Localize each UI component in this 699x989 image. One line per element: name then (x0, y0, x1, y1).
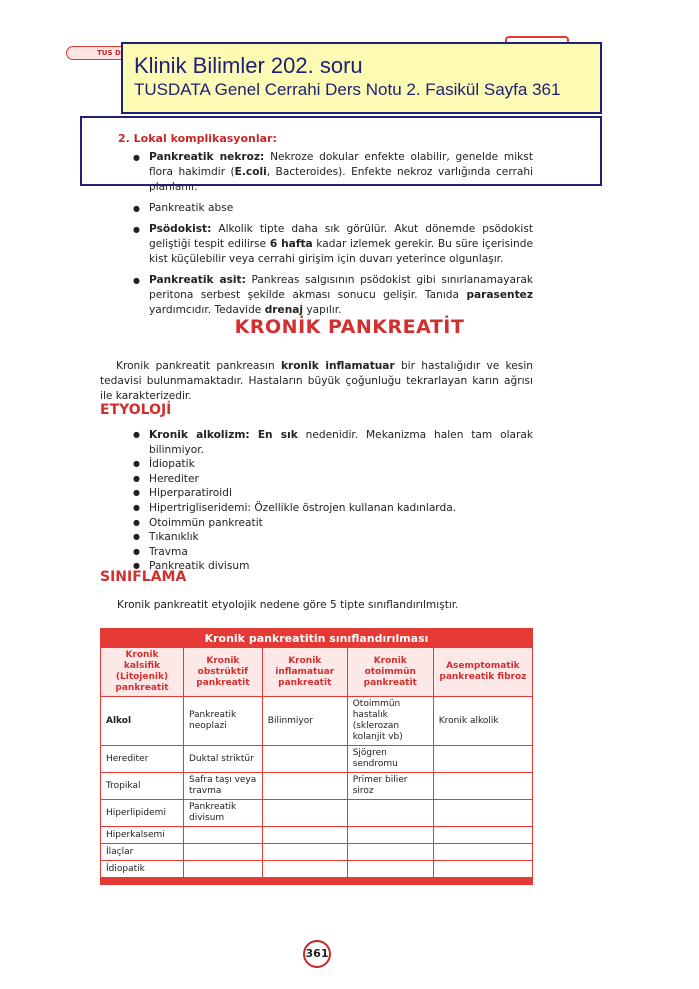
intro-emphasis: kronik inflamatuar (280, 360, 395, 372)
item-text: , Bacteroides). Enfekte nekroz varlığında cerrahi planlanır. (149, 166, 533, 193)
table-cell (262, 827, 347, 844)
table-cell (262, 861, 347, 878)
table-cell (184, 861, 263, 878)
list-item (103, 201, 533, 216)
item-term: Kronik alkolizm: En sık (149, 429, 298, 441)
table-header: Asemptomatik pankreatik fibroz (433, 648, 532, 697)
table-cell: Pankreatik divisum (184, 800, 263, 827)
list-item: ● Pankreatik divisum (103, 559, 533, 574)
table-cell: Primer bilier siroz (347, 773, 433, 800)
question-reference-overlay (121, 42, 602, 114)
item-text: Nekroze dokular enfekte olabilir, genelde mikst flora hakimdir ( (149, 151, 533, 178)
list-item: ● İdiopatik (103, 457, 533, 472)
table-cell (433, 861, 532, 878)
list-item: ● Herediter (103, 472, 533, 487)
table-cell (347, 861, 433, 878)
table-cell (433, 827, 532, 844)
section-title: KRONİK PANKREATİT (234, 316, 465, 338)
item-text: kadar izlemek gerekir. Bu süre içerisinde kist küçülebilir veya cerrahi girişim için duvarı yeterince olgunlaşır. (149, 238, 533, 265)
table-row (101, 861, 533, 878)
list-item (103, 273, 533, 318)
table-cell (347, 827, 433, 844)
table-row (101, 827, 533, 844)
table-cell (262, 746, 347, 773)
table-cell (262, 800, 347, 827)
table-cell (433, 800, 532, 827)
overlay-line-1: Klinik Bilimler 202. soru (134, 53, 363, 78)
list-item: ● Tıkanıklık (103, 530, 533, 545)
table-cell: Tropikal (101, 773, 184, 800)
table-cell: Duktal striktür (184, 746, 263, 773)
classification-heading: SINIFLAMA (100, 569, 187, 585)
table-header: Kronik obstrüktif pankreatit (184, 648, 263, 697)
overlay-line-2: TUSDATA Genel Cerrahi Ders Notu 2. Fasikül Sayfa 361 (134, 80, 561, 99)
table-cell: Safra taşı veya travma (184, 773, 263, 800)
classification-table (100, 628, 533, 885)
table-cell (433, 773, 532, 800)
table-cell (184, 844, 263, 861)
item-term: Pankreatik asit: (149, 274, 246, 286)
table-cell (347, 844, 433, 861)
table-cell (262, 844, 347, 861)
table-cell (433, 844, 532, 861)
list-item (103, 428, 533, 457)
intro-text: bir hastalığıdır ve kesin tedavisi bulunmamaktadır. Hastaların büyük çoğunluğu tekrarlayan karın ağrısı ile karakterizedir. (100, 360, 533, 402)
item-emphasis: drenaj (264, 304, 304, 316)
table-cell: İdiopatik (101, 861, 184, 878)
local-complications-heading: 2. Lokal komplikasyonlar: (118, 132, 277, 145)
list-item: ● Travma (103, 545, 533, 560)
item-emphasis: parasentez (466, 289, 533, 301)
list-item (103, 222, 533, 267)
table-cell: Herediter (101, 746, 184, 773)
table-cell: Otoimmün hastalık (sklerozan kolanjit vb) (347, 697, 433, 746)
table-cell: Hiperlipidemi (101, 800, 184, 827)
table-cell: Sjögren sendromu (347, 746, 433, 773)
list-item: ● Hipertrigliseridemi: Özellikle östrojen kullanan kadınlarda. (103, 501, 533, 516)
table-header: Kronik inflamatuar pankreatit (262, 648, 347, 697)
item-text: Pankreatik abse (149, 202, 234, 214)
item-text: nedenidir. Mekanizma halen tam olarak bilinmiyor. (149, 429, 533, 456)
item-emphasis: E.coli (234, 166, 267, 178)
table-cell: Pankreatik neoplazi (184, 697, 263, 746)
table-footer-bar (101, 878, 533, 885)
table-header: Kronik kalsifik (Litojenik) pankreatit (101, 648, 184, 697)
etiology-heading: ETYOLOJİ (100, 402, 172, 418)
book-tab-label: TUS D (66, 46, 136, 60)
table-cell: Kronik alkolik (433, 697, 532, 746)
item-term: Psödokist: (149, 223, 212, 235)
table-cell (347, 800, 433, 827)
page-number: 361 (303, 940, 331, 968)
table-title: Kronik pankreatitin sınıflandırılması (101, 629, 533, 648)
list-item: ● Hiperparatiroidi (103, 486, 533, 501)
highlight-frame (80, 116, 602, 186)
table-row (101, 773, 533, 800)
item-text: Pankreas salgısının psödokist gibi sınırlanamayarak peritona serbest şekilde akması sonucu gelişir. Tanıda (149, 274, 533, 301)
table-row (101, 844, 533, 861)
intro-paragraph (100, 359, 533, 404)
table-cell (184, 827, 263, 844)
list-item: ● Otoimmün pankreatit (103, 516, 533, 531)
table-cell (433, 746, 532, 773)
item-text: Alkolik tipte daha sık görülür. Akut dönemde psödokist geliştiği tespit edilirse (149, 223, 533, 250)
table-header: Kronik otoimmün pankreatit (347, 648, 433, 697)
table-cell: Alkol (101, 697, 184, 746)
table-row (101, 697, 533, 746)
item-term: Pankreatik nekroz: (149, 151, 265, 163)
table-cell (262, 773, 347, 800)
intro-text: Kronik pankreatit pankreasın (116, 360, 281, 372)
item-text: yapılır. (303, 304, 342, 316)
table-row (101, 800, 533, 827)
table-row (101, 746, 533, 773)
table-cell: Hiperkalsemi (101, 827, 184, 844)
classification-text: Kronik pankreatit etyolojik nedene göre 5 tipte sınıflandırılmıştır. (117, 599, 459, 611)
item-text: yardımcıdır. Tedavide (149, 304, 265, 316)
table-cell: İlaçlar (101, 844, 184, 861)
etiology-list (103, 428, 533, 574)
table-cell: Bilinmiyor (262, 697, 347, 746)
item-emphasis: 6 hafta (269, 238, 313, 250)
